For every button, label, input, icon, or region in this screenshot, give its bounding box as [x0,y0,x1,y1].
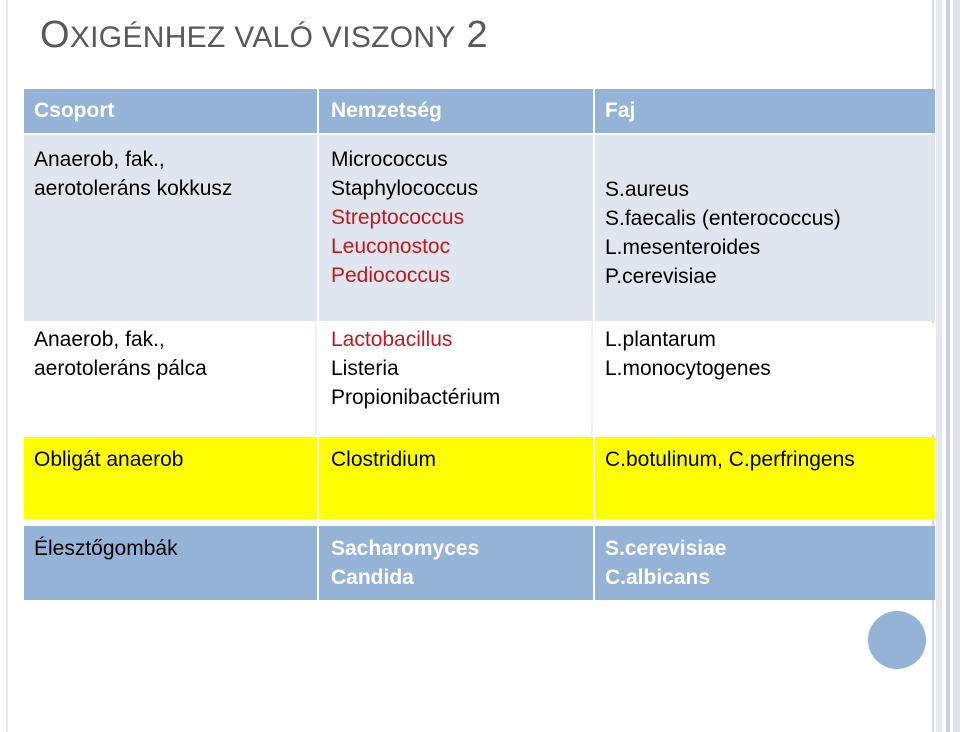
species-cell: S.cerevisiae C.albicans [593,526,935,600]
table-row [24,323,935,435]
header-csoport: Csoport [34,99,115,122]
group-cell: Obligát anaerob [34,448,184,471]
decorative-circle [868,611,926,669]
genus-cell: Lactobacillus Listeria Propionibactérium [317,323,593,435]
genus-cell: Clostridium [317,437,593,519]
group-cell: Élesztőgombák [34,537,178,560]
header-faj: Faj [593,89,935,133]
genus-cell: Micrococcus Staphylococcus Streptococcus Leuconostoc Pediococcus [317,135,593,321]
species-cell: C.botulinum, C.perfringens [593,437,935,519]
table-row [24,135,935,321]
table-header-row [24,89,935,133]
species-cell: S.aureus S.faecalis (enterococcus) L.mesenteroides P.cerevisiae [593,135,935,321]
slide-title: OXIGÉNHEZ VALÓ VISZONY 2 [40,14,488,56]
genus-cell: Sacharomyces Candida [317,526,593,600]
table-row [24,437,935,519]
left-border-line [6,0,8,732]
group-cell: Anaerob, fak., aerotoleráns pálca [24,323,317,435]
group-cell: Anaerob, fak., aerotoleráns kokkusz [34,148,233,200]
table-row [24,526,935,600]
header-nemzetseg: Nemzetség [317,89,593,133]
species-cell: L.plantarum L.monocytogenes [593,323,935,435]
